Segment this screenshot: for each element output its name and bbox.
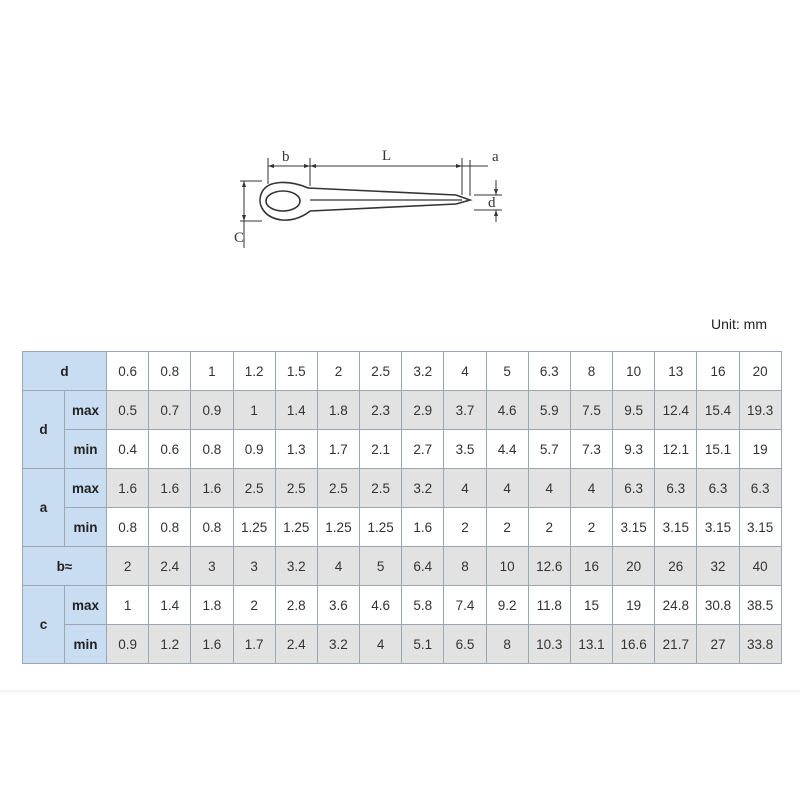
table-cell: 2.4 xyxy=(149,547,191,586)
table-cell: 0.9 xyxy=(107,625,149,664)
table-cell: 1 xyxy=(233,391,275,430)
table-cell: 21.7 xyxy=(655,625,697,664)
table-cell: 2.1 xyxy=(360,430,402,469)
table-cell: 0.8 xyxy=(149,352,191,391)
table-cell: 3.15 xyxy=(655,508,697,547)
table-cell: 38.5 xyxy=(739,586,781,625)
table-cell: 19 xyxy=(739,430,781,469)
table-cell: 0.9 xyxy=(191,391,233,430)
table-cell: 8 xyxy=(570,352,612,391)
table-cell: 1.8 xyxy=(317,391,359,430)
table-cell: 4 xyxy=(570,469,612,508)
table-cell: 6.3 xyxy=(739,469,781,508)
table-cell: 26 xyxy=(655,547,697,586)
table-cell: 24.8 xyxy=(655,586,697,625)
table-cell: 15.4 xyxy=(697,391,739,430)
table-cell: 9.3 xyxy=(613,430,655,469)
table-cell: 1.2 xyxy=(233,352,275,391)
row-subheader: max xyxy=(65,586,107,625)
dim-label-d: d xyxy=(488,195,496,211)
cotter-pin-diagram xyxy=(230,140,510,260)
table-cell: 32 xyxy=(697,547,739,586)
table-cell: 16 xyxy=(697,352,739,391)
table-cell: 1.6 xyxy=(107,469,149,508)
table-cell: 3.2 xyxy=(402,352,444,391)
table-cell: 0.5 xyxy=(107,391,149,430)
table-cell: 30.8 xyxy=(697,586,739,625)
table-cell: 16 xyxy=(570,547,612,586)
unit-label: Unit: mm xyxy=(711,316,767,332)
row-subheader: min xyxy=(65,508,107,547)
table-cell: 13.1 xyxy=(570,625,612,664)
table-cell: 4 xyxy=(360,625,402,664)
table-cell: 6.3 xyxy=(655,469,697,508)
table-cell: 0.9 xyxy=(233,430,275,469)
table-row xyxy=(23,586,782,625)
table-cell: 1.25 xyxy=(275,508,317,547)
table-cell: 33.8 xyxy=(739,625,781,664)
cotter-pin-spec-table xyxy=(22,351,782,664)
table-cell: 3.15 xyxy=(739,508,781,547)
table-row xyxy=(23,508,782,547)
table-cell: 0.8 xyxy=(191,508,233,547)
row-group-header: a xyxy=(23,469,65,547)
table-cell: 2 xyxy=(107,547,149,586)
table-cell: 2 xyxy=(233,586,275,625)
row-header: b≈ xyxy=(23,547,107,586)
table-cell: 2.3 xyxy=(360,391,402,430)
table-cell: 0.8 xyxy=(191,430,233,469)
table-cell: 0.7 xyxy=(149,391,191,430)
table-cell: 27 xyxy=(697,625,739,664)
table-cell: 12.6 xyxy=(528,547,570,586)
table-cell: 6.3 xyxy=(528,352,570,391)
table-cell: 4.6 xyxy=(360,586,402,625)
table-cell: 2.8 xyxy=(275,586,317,625)
table-cell: 2.4 xyxy=(275,625,317,664)
table-cell: 13 xyxy=(655,352,697,391)
table-cell: 2.9 xyxy=(402,391,444,430)
table-cell: 7.5 xyxy=(570,391,612,430)
table-cell: 1.25 xyxy=(360,508,402,547)
table-cell: 4.6 xyxy=(486,391,528,430)
table-cell: 20 xyxy=(613,547,655,586)
table-cell: 9.2 xyxy=(486,586,528,625)
table-cell: 1.2 xyxy=(149,625,191,664)
table-cell: 19 xyxy=(613,586,655,625)
dim-label-L: L xyxy=(382,148,392,164)
table-cell: 7.3 xyxy=(570,430,612,469)
table-cell: 6.4 xyxy=(402,547,444,586)
table-cell: 2.5 xyxy=(275,469,317,508)
table-cell: 3.6 xyxy=(317,586,359,625)
table-cell: 4 xyxy=(444,469,486,508)
table-cell: 12.1 xyxy=(655,430,697,469)
table-cell: 3.5 xyxy=(444,430,486,469)
table-cell: 1.4 xyxy=(149,586,191,625)
table-cell: 5.8 xyxy=(402,586,444,625)
table-cell: 3 xyxy=(233,547,275,586)
table-cell: 2.5 xyxy=(233,469,275,508)
table-cell: 0.6 xyxy=(149,430,191,469)
table-cell: 1.4 xyxy=(275,391,317,430)
table-cell: 1.6 xyxy=(149,469,191,508)
dim-label-C: C xyxy=(234,230,245,246)
table-cell: 2 xyxy=(528,508,570,547)
table-cell: 5 xyxy=(360,547,402,586)
table-cell: 1.6 xyxy=(402,508,444,547)
table-cell: 0.4 xyxy=(107,430,149,469)
row-header: d xyxy=(23,352,107,391)
table-cell: 2 xyxy=(444,508,486,547)
table-cell: 5 xyxy=(486,352,528,391)
row-group-header: c xyxy=(23,586,65,664)
table-cell: 0.6 xyxy=(107,352,149,391)
table-cell: 4.4 xyxy=(486,430,528,469)
table-cell: 5.9 xyxy=(528,391,570,430)
table-cell: 10 xyxy=(613,352,655,391)
table-cell: 1.25 xyxy=(317,508,359,547)
table-cell: 0.8 xyxy=(107,508,149,547)
table-cell: 3 xyxy=(191,547,233,586)
table-cell: 3.2 xyxy=(275,547,317,586)
dim-label-a: a xyxy=(492,149,499,165)
table-cell: 1.7 xyxy=(317,430,359,469)
table-cell: 0.8 xyxy=(149,508,191,547)
table-cell: 11.8 xyxy=(528,586,570,625)
table-cell: 1.8 xyxy=(191,586,233,625)
table-cell: 6.5 xyxy=(444,625,486,664)
table-cell: 4 xyxy=(528,469,570,508)
dim-label-b: b xyxy=(282,149,290,165)
table-cell: 1 xyxy=(107,586,149,625)
table-cell: 40 xyxy=(739,547,781,586)
row-group-header: d xyxy=(23,391,65,469)
row-subheader: max xyxy=(65,469,107,508)
table-cell: 2.7 xyxy=(402,430,444,469)
table-cell: 3.2 xyxy=(317,625,359,664)
row-subheader: min xyxy=(65,430,107,469)
table-row xyxy=(23,391,782,430)
table-row xyxy=(23,430,782,469)
table-cell: 5.1 xyxy=(402,625,444,664)
table-cell: 3.2 xyxy=(402,469,444,508)
table-cell: 4 xyxy=(444,352,486,391)
table-cell: 10.3 xyxy=(528,625,570,664)
table-cell: 2.5 xyxy=(360,469,402,508)
table-cell: 15 xyxy=(570,586,612,625)
bottom-divider xyxy=(0,690,800,694)
table-row xyxy=(23,352,782,391)
table-cell: 2 xyxy=(570,508,612,547)
table-cell: 3.15 xyxy=(697,508,739,547)
table-cell: 10 xyxy=(486,547,528,586)
table-cell: 1.3 xyxy=(275,430,317,469)
table-cell: 12.4 xyxy=(655,391,697,430)
table-cell: 4 xyxy=(486,469,528,508)
table-cell: 16.6 xyxy=(613,625,655,664)
table-cell: 3.7 xyxy=(444,391,486,430)
table-cell: 1.6 xyxy=(191,469,233,508)
row-subheader: max xyxy=(65,391,107,430)
table-row xyxy=(23,547,782,586)
table-cell: 8 xyxy=(444,547,486,586)
table-cell: 1.7 xyxy=(233,625,275,664)
table-cell: 4 xyxy=(317,547,359,586)
table-cell: 6.3 xyxy=(697,469,739,508)
table-cell: 1.25 xyxy=(233,508,275,547)
table-cell: 9.5 xyxy=(613,391,655,430)
table-cell: 20 xyxy=(739,352,781,391)
table-cell: 2 xyxy=(486,508,528,547)
table-row xyxy=(23,625,782,664)
table-row xyxy=(23,469,782,508)
table-cell: 1.6 xyxy=(191,625,233,664)
table-cell: 5.7 xyxy=(528,430,570,469)
row-subheader: min xyxy=(65,625,107,664)
table-cell: 1 xyxy=(191,352,233,391)
table-cell: 15.1 xyxy=(697,430,739,469)
table-cell: 3.15 xyxy=(613,508,655,547)
table-cell: 7.4 xyxy=(444,586,486,625)
table-cell: 8 xyxy=(486,625,528,664)
table-cell: 2.5 xyxy=(317,469,359,508)
table-cell: 2 xyxy=(317,352,359,391)
table-cell: 19.3 xyxy=(739,391,781,430)
table-cell: 6.3 xyxy=(613,469,655,508)
table-cell: 1.5 xyxy=(275,352,317,391)
table-cell: 2.5 xyxy=(360,352,402,391)
